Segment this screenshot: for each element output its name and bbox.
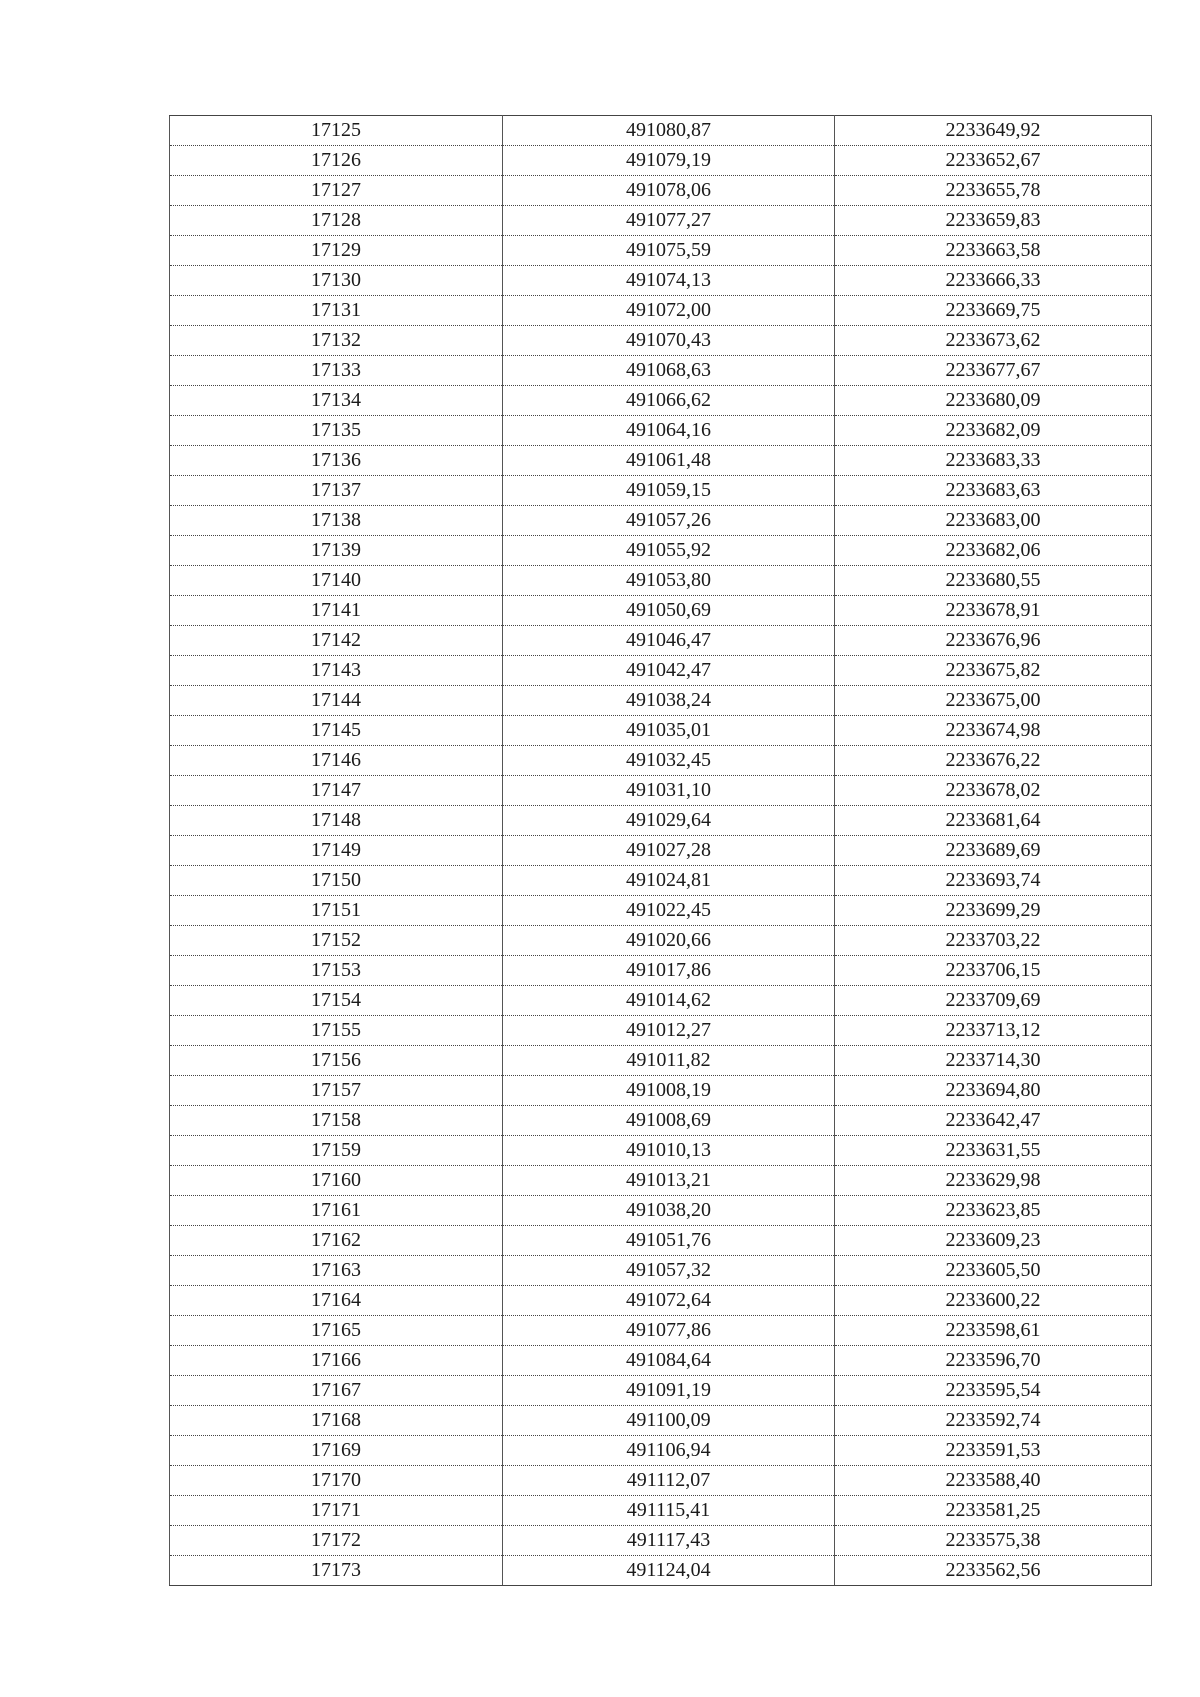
point-number-cell: 17134	[170, 386, 503, 416]
table-row	[170, 536, 1152, 566]
table-row	[170, 1106, 1152, 1136]
x-coordinate-cell: 491014,62	[503, 986, 835, 1016]
point-number-cell: 17137	[170, 476, 503, 506]
x-coordinate-cell: 491042,47	[503, 656, 835, 686]
y-coordinate-cell: 2233678,91	[835, 596, 1152, 626]
y-coordinate-cell: 2233600,22	[835, 1286, 1152, 1316]
x-coordinate-cell: 491072,64	[503, 1286, 835, 1316]
x-coordinate-cell: 491050,69	[503, 596, 835, 626]
y-coordinate-cell: 2233562,56	[835, 1556, 1152, 1586]
point-number-cell: 17129	[170, 236, 503, 266]
x-coordinate-cell: 491064,16	[503, 416, 835, 446]
y-coordinate-cell: 2233673,62	[835, 326, 1152, 356]
point-number-cell: 17152	[170, 926, 503, 956]
table-row	[170, 446, 1152, 476]
x-coordinate-cell: 491017,86	[503, 956, 835, 986]
table-row	[170, 1226, 1152, 1256]
table-row	[170, 716, 1152, 746]
point-number-cell: 17126	[170, 146, 503, 176]
x-coordinate-cell: 491112,07	[503, 1466, 835, 1496]
table-row	[170, 1256, 1152, 1286]
table-row	[170, 1556, 1152, 1586]
point-number-cell: 17144	[170, 686, 503, 716]
table-row	[170, 176, 1152, 206]
y-coordinate-cell: 2233683,63	[835, 476, 1152, 506]
x-coordinate-cell: 491008,19	[503, 1076, 835, 1106]
x-coordinate-cell: 491053,80	[503, 566, 835, 596]
table-row	[170, 236, 1152, 266]
y-coordinate-cell: 2233709,69	[835, 986, 1152, 1016]
x-coordinate-cell: 491077,27	[503, 206, 835, 236]
point-number-cell: 17140	[170, 566, 503, 596]
y-coordinate-cell: 2233683,00	[835, 506, 1152, 536]
y-coordinate-cell: 2233693,74	[835, 866, 1152, 896]
x-coordinate-cell: 491029,64	[503, 806, 835, 836]
table-row	[170, 1166, 1152, 1196]
y-coordinate-cell: 2233680,55	[835, 566, 1152, 596]
point-number-cell: 17157	[170, 1076, 503, 1106]
x-coordinate-cell: 491057,26	[503, 506, 835, 536]
y-coordinate-cell: 2233623,85	[835, 1196, 1152, 1226]
point-number-cell: 17165	[170, 1316, 503, 1346]
x-coordinate-cell: 491074,13	[503, 266, 835, 296]
table-row	[170, 566, 1152, 596]
coordinates-table-body	[170, 116, 1152, 1586]
point-number-cell: 17133	[170, 356, 503, 386]
table-row	[170, 1316, 1152, 1346]
table-row	[170, 1046, 1152, 1076]
y-coordinate-cell: 2233699,29	[835, 896, 1152, 926]
point-number-cell: 17150	[170, 866, 503, 896]
point-number-cell: 17171	[170, 1496, 503, 1526]
y-coordinate-cell: 2233669,75	[835, 296, 1152, 326]
table-row	[170, 1436, 1152, 1466]
point-number-cell: 17142	[170, 626, 503, 656]
table-row	[170, 116, 1152, 146]
y-coordinate-cell: 2233703,22	[835, 926, 1152, 956]
point-number-cell: 17143	[170, 656, 503, 686]
point-number-cell: 17127	[170, 176, 503, 206]
point-number-cell: 17147	[170, 776, 503, 806]
point-number-cell: 17138	[170, 506, 503, 536]
point-number-cell: 17153	[170, 956, 503, 986]
x-coordinate-cell: 491080,87	[503, 116, 835, 146]
table-row	[170, 416, 1152, 446]
coordinates-table	[169, 115, 1152, 1586]
y-coordinate-cell: 2233694,80	[835, 1076, 1152, 1106]
point-number-cell: 17146	[170, 746, 503, 776]
x-coordinate-cell: 491091,19	[503, 1376, 835, 1406]
table-row	[170, 1286, 1152, 1316]
y-coordinate-cell: 2233680,09	[835, 386, 1152, 416]
y-coordinate-cell: 2233575,38	[835, 1526, 1152, 1556]
x-coordinate-cell: 491010,13	[503, 1136, 835, 1166]
x-coordinate-cell: 491012,27	[503, 1016, 835, 1046]
x-coordinate-cell: 491070,43	[503, 326, 835, 356]
y-coordinate-cell: 2233592,74	[835, 1406, 1152, 1436]
y-coordinate-cell: 2233595,54	[835, 1376, 1152, 1406]
point-number-cell: 17141	[170, 596, 503, 626]
x-coordinate-cell: 491075,59	[503, 236, 835, 266]
table-row	[170, 926, 1152, 956]
y-coordinate-cell: 2233682,09	[835, 416, 1152, 446]
table-row	[170, 146, 1152, 176]
x-coordinate-cell: 491027,28	[503, 836, 835, 866]
y-coordinate-cell: 2233676,96	[835, 626, 1152, 656]
x-coordinate-cell: 491046,47	[503, 626, 835, 656]
y-coordinate-cell: 2233642,47	[835, 1106, 1152, 1136]
y-coordinate-cell: 2233581,25	[835, 1496, 1152, 1526]
y-coordinate-cell: 2233713,12	[835, 1016, 1152, 1046]
point-number-cell: 17158	[170, 1106, 503, 1136]
y-coordinate-cell: 2233659,83	[835, 206, 1152, 236]
point-number-cell: 17155	[170, 1016, 503, 1046]
point-number-cell: 17160	[170, 1166, 503, 1196]
point-number-cell: 17132	[170, 326, 503, 356]
table-row	[170, 806, 1152, 836]
y-coordinate-cell: 2233629,98	[835, 1166, 1152, 1196]
y-coordinate-cell: 2233588,40	[835, 1466, 1152, 1496]
point-number-cell: 17130	[170, 266, 503, 296]
table-row	[170, 746, 1152, 776]
table-row	[170, 1076, 1152, 1106]
y-coordinate-cell: 2233675,82	[835, 656, 1152, 686]
x-coordinate-cell: 491008,69	[503, 1106, 835, 1136]
x-coordinate-cell: 491084,64	[503, 1346, 835, 1376]
y-coordinate-cell: 2233682,06	[835, 536, 1152, 566]
point-number-cell: 17173	[170, 1556, 503, 1586]
point-number-cell: 17170	[170, 1466, 503, 1496]
point-number-cell: 17162	[170, 1226, 503, 1256]
point-number-cell: 17151	[170, 896, 503, 926]
x-coordinate-cell: 491077,86	[503, 1316, 835, 1346]
x-coordinate-cell: 491011,82	[503, 1046, 835, 1076]
point-number-cell: 17149	[170, 836, 503, 866]
y-coordinate-cell: 2233598,61	[835, 1316, 1152, 1346]
point-number-cell: 17164	[170, 1286, 503, 1316]
x-coordinate-cell: 491078,06	[503, 176, 835, 206]
y-coordinate-cell: 2233714,30	[835, 1046, 1152, 1076]
x-coordinate-cell: 491032,45	[503, 746, 835, 776]
y-coordinate-cell: 2233675,00	[835, 686, 1152, 716]
y-coordinate-cell: 2233689,69	[835, 836, 1152, 866]
table-row	[170, 1496, 1152, 1526]
point-number-cell: 17159	[170, 1136, 503, 1166]
table-row	[170, 1346, 1152, 1376]
x-coordinate-cell: 491072,00	[503, 296, 835, 326]
table-row	[170, 686, 1152, 716]
table-row	[170, 836, 1152, 866]
y-coordinate-cell: 2233683,33	[835, 446, 1152, 476]
y-coordinate-cell: 2233706,15	[835, 956, 1152, 986]
point-number-cell: 17169	[170, 1436, 503, 1466]
x-coordinate-cell: 491020,66	[503, 926, 835, 956]
y-coordinate-cell: 2233596,70	[835, 1346, 1152, 1376]
x-coordinate-cell: 491068,63	[503, 356, 835, 386]
table-row	[170, 1016, 1152, 1046]
x-coordinate-cell: 491038,20	[503, 1196, 835, 1226]
x-coordinate-cell: 491051,76	[503, 1226, 835, 1256]
table-row	[170, 506, 1152, 536]
point-number-cell: 17139	[170, 536, 503, 566]
x-coordinate-cell: 491115,41	[503, 1496, 835, 1526]
point-number-cell: 17131	[170, 296, 503, 326]
x-coordinate-cell: 491124,04	[503, 1556, 835, 1586]
x-coordinate-cell: 491100,09	[503, 1406, 835, 1436]
table-row	[170, 326, 1152, 356]
y-coordinate-cell: 2233663,58	[835, 236, 1152, 266]
table-row	[170, 626, 1152, 656]
table-row	[170, 1196, 1152, 1226]
table-row	[170, 956, 1152, 986]
table-row	[170, 1466, 1152, 1496]
x-coordinate-cell: 491106,94	[503, 1436, 835, 1466]
y-coordinate-cell: 2233681,64	[835, 806, 1152, 836]
x-coordinate-cell: 491024,81	[503, 866, 835, 896]
x-coordinate-cell: 491035,01	[503, 716, 835, 746]
table-row	[170, 266, 1152, 296]
table-row	[170, 866, 1152, 896]
x-coordinate-cell: 491055,92	[503, 536, 835, 566]
point-number-cell: 17163	[170, 1256, 503, 1286]
y-coordinate-cell: 2233591,53	[835, 1436, 1152, 1466]
y-coordinate-cell: 2233605,50	[835, 1256, 1152, 1286]
table-row	[170, 206, 1152, 236]
point-number-cell: 17154	[170, 986, 503, 1016]
x-coordinate-cell: 491057,32	[503, 1256, 835, 1286]
x-coordinate-cell: 491022,45	[503, 896, 835, 926]
point-number-cell: 17172	[170, 1526, 503, 1556]
x-coordinate-cell: 491079,19	[503, 146, 835, 176]
y-coordinate-cell: 2233649,92	[835, 116, 1152, 146]
y-coordinate-cell: 2233631,55	[835, 1136, 1152, 1166]
y-coordinate-cell: 2233674,98	[835, 716, 1152, 746]
table-row	[170, 1406, 1152, 1436]
x-coordinate-cell: 491117,43	[503, 1526, 835, 1556]
point-number-cell: 17135	[170, 416, 503, 446]
point-number-cell: 17166	[170, 1346, 503, 1376]
point-number-cell: 17148	[170, 806, 503, 836]
y-coordinate-cell: 2233677,67	[835, 356, 1152, 386]
table-row	[170, 986, 1152, 1016]
x-coordinate-cell: 491038,24	[503, 686, 835, 716]
point-number-cell: 17145	[170, 716, 503, 746]
table-row	[170, 386, 1152, 416]
y-coordinate-cell: 2233666,33	[835, 266, 1152, 296]
point-number-cell: 17168	[170, 1406, 503, 1436]
point-number-cell: 17161	[170, 1196, 503, 1226]
point-number-cell: 17125	[170, 116, 503, 146]
x-coordinate-cell: 491066,62	[503, 386, 835, 416]
x-coordinate-cell: 491013,21	[503, 1166, 835, 1196]
y-coordinate-cell: 2233609,23	[835, 1226, 1152, 1256]
table-row	[170, 776, 1152, 806]
y-coordinate-cell: 2233655,78	[835, 176, 1152, 206]
x-coordinate-cell: 491059,15	[503, 476, 835, 506]
table-row	[170, 1136, 1152, 1166]
x-coordinate-cell: 491031,10	[503, 776, 835, 806]
point-number-cell: 17167	[170, 1376, 503, 1406]
table-row	[170, 896, 1152, 926]
table-row	[170, 296, 1152, 326]
y-coordinate-cell: 2233678,02	[835, 776, 1152, 806]
y-coordinate-cell: 2233676,22	[835, 746, 1152, 776]
table-row	[170, 1526, 1152, 1556]
point-number-cell: 17156	[170, 1046, 503, 1076]
table-row	[170, 1376, 1152, 1406]
table-row	[170, 356, 1152, 386]
table-row	[170, 656, 1152, 686]
table-row	[170, 476, 1152, 506]
point-number-cell: 17136	[170, 446, 503, 476]
x-coordinate-cell: 491061,48	[503, 446, 835, 476]
y-coordinate-cell: 2233652,67	[835, 146, 1152, 176]
point-number-cell: 17128	[170, 206, 503, 236]
table-row	[170, 596, 1152, 626]
